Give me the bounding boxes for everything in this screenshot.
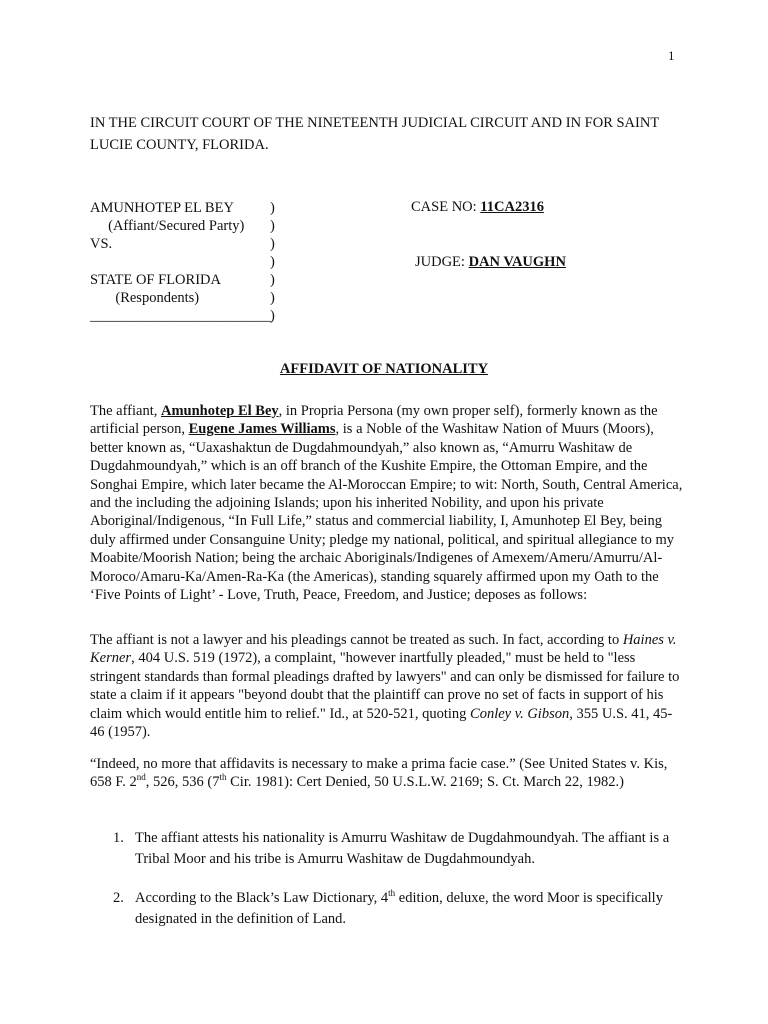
item2-sup-th: th [388, 888, 396, 899]
p1-text-a: The affiant, [90, 403, 161, 419]
p3-text-a: “Indeed, no more that affidavits is necessary to make a prima facie case.” (See United States v. Kis, 658 F. 2 [90, 756, 668, 791]
list-item-text [135, 888, 690, 930]
p3-sup-th: th [219, 772, 227, 783]
former-name: Eugene James Williams [188, 421, 336, 438]
p1-text-b: , in Propria Persona (my own proper self), formerly known as the artificial person, [90, 403, 658, 438]
list-item-text: The affiant attests his nationality is Amurru Washitaw de Dugdahmoundyah. The affiant is a Tribal Moor and his tribe is Amurru Washitaw de Dugdahmoundyah. [135, 830, 670, 867]
court-heading: IN THE CIRCUIT COURT OF THE NINETEENTH JUDICIAL CIRCUIT AND IN FOR SAINT LUCIE COUNTY, FLORIDA. [90, 115, 659, 153]
caption-parties: AMUNHOTEP EL BEY (Affiant/Secured Party) VS. STATE OF FLORIDA (Respondents) _________________________ [90, 200, 272, 324]
paragraph-prima-facie [90, 755, 686, 792]
paragraph-affiant-intro [90, 402, 686, 604]
case-number: 11CA2316 [480, 199, 544, 215]
caption-parentheses: ) ) ) ) ) ) ) [270, 200, 275, 324]
case-number-line [411, 199, 544, 216]
p1-text-c: , is a Noble of the Washitaw Nation of Muurs (Moors), better known as, “Uaxashaktun de Dugdahmoundyah,” also known as, “Amurru Washitaw de Dugdahmoundyah,” which is an off branch of the Kushite Empire, the Ottoman Empire, and the Songhai Empire, which later became the Al-Moroccan Empire; to wit: North, South, Central America, and the including the adjoining Islands; upon his inherited Nobility, and upon his private Aboriginal/Indigenous, “In Full Life,” status and commercial liability, I, Amunhotep El Bey, being duly affirmed under Consanguine Unity; pledge my national, political, and spiritual allegiance to my Moabite/Moorish Nation; being the archaic Aboriginals/Indigenes of Amexem/Ameru/Amurru/Al-Moroco/Amaru-Ka/Amen-Ra-Ka (the Americas), standing squarely affirmed upon my Oath to the ‘Five Points of Light’ - Love, Truth, Peace, Freedom, and Justice; deposes as follows: [90, 421, 683, 604]
judge-line [415, 254, 566, 271]
paragraph-pleadings [90, 631, 686, 741]
list-item-number: 2. [113, 890, 124, 906]
case-citation-haines: Haines v. Kerner [90, 632, 677, 667]
case-number-label: CASE NO: [411, 199, 481, 215]
affiant-name: Amunhotep El Bey [161, 403, 279, 419]
p2-text-b: , 404 U.S. 519 (1972), a complaint, "however inartfully pleaded," must be held to "less stringent standards than formal pleadings drafted by lawyers" and can only be dismissed for failure to state a claim if it appears "beyond doubt that the plaintiff can prove no set of facts in support of his claim which would entitle him to relief." Id., at 520-521, quoting [90, 650, 680, 722]
judge-name: DAN VAUGHN [468, 254, 566, 270]
case-citation-conley: Conley v. Gibson, [470, 705, 573, 722]
list-item-number: 1. [113, 830, 124, 846]
item2-text-a: According to the Black’s Law Dictionary, 4 [135, 890, 389, 906]
item2-text-b: edition, deluxe, the word Moor is specifically designated in the definition of Land. [135, 890, 663, 927]
p3-sup-nd: nd [136, 772, 146, 783]
page-number: 1 [668, 48, 675, 63]
document-title: AFFIDAVIT OF NATIONALITY [279, 361, 489, 377]
p2-text-a: The affiant is not a lawyer and his pleadings cannot be treated as such. In fact, according to [90, 632, 623, 648]
judge-label: JUDGE: [415, 254, 469, 270]
p2-text-c: 355 U.S. 41, 45-46 (1957). [90, 705, 673, 741]
p3-text-b: , 526, 536 (7 [145, 774, 220, 791]
p3-text-c: Cir. 1981): Cert Denied, 50 U.S.L.W. 2169; S. Ct. March 22, 1982.) [226, 774, 624, 791]
